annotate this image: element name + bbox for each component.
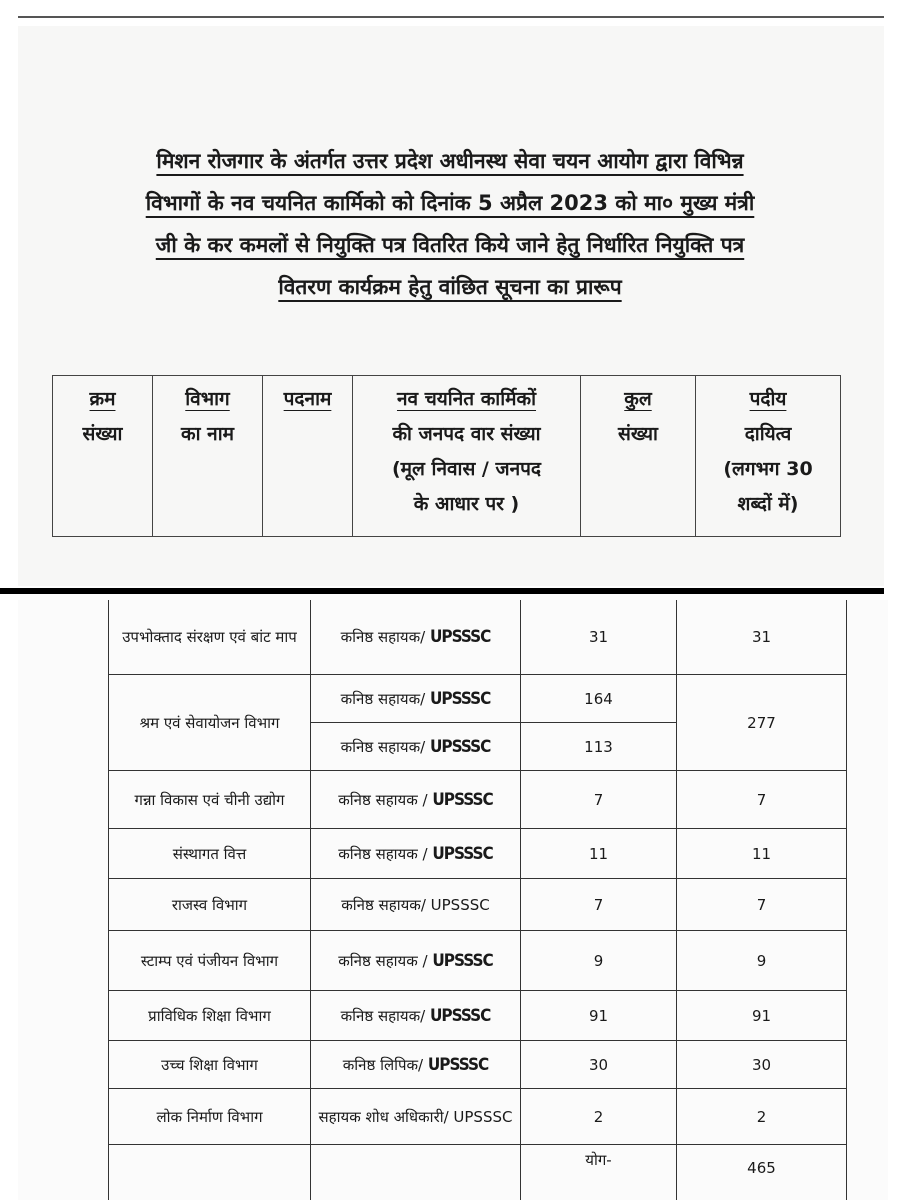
top-border-line — [18, 16, 884, 18]
total-cell: 31 — [677, 600, 847, 675]
count-cell: 91 — [521, 991, 677, 1041]
header-district-wise-count: नव चयनित कार्मिकों की जनपद वार संख्या (मूल निवास / जनपद के आधार पर ) — [353, 376, 581, 537]
count-cell: 11 — [521, 829, 677, 879]
post-cell: कनिष्ठ सहायक / UPSSSC — [311, 931, 521, 991]
total-cell: 30 — [677, 1041, 847, 1089]
post-cell: सहायक शोध अधिकारी/ UPSSSC — [311, 1089, 521, 1145]
total-cell: 7 — [677, 879, 847, 931]
count-cell: 113 — [521, 723, 677, 771]
total-cell: 11 — [677, 829, 847, 879]
table-row — [109, 931, 847, 991]
appointment-data-table — [108, 600, 847, 1200]
post-cell: कनिष्ठ सहायक/ UPSSSC — [311, 879, 521, 931]
header-designation: पदनाम — [263, 376, 353, 537]
post-cell: कनिष्ठ सहायक / UPSSSC — [311, 771, 521, 829]
header-serial-no: क्रम संख्या — [53, 376, 153, 537]
table-row — [109, 1089, 847, 1145]
heading-line: जी के कर कमलों से नियुक्ति पत्र वितरित किये जाने हेतु निर्धारित नियुक्ति पत्र — [155, 233, 745, 257]
department-cell: गन्ना विकास एवं चीनी उद्योग — [109, 771, 311, 829]
count-cell: 31 — [521, 600, 677, 675]
heading-line: मिशन रोजगार के अंतर्गत उत्तर प्रदेश अधीनस्थ सेवा चयन आयोग द्वारा विभिन्न — [156, 149, 744, 173]
empty-cell — [109, 1145, 311, 1200]
total-cell: 7 — [677, 771, 847, 829]
table-row — [109, 829, 847, 879]
header-department-name: विभाग का नाम — [153, 376, 263, 537]
empty-cell — [311, 1145, 521, 1200]
count-cell: 7 — [521, 879, 677, 931]
data-table-page — [18, 600, 888, 1200]
table-row — [109, 991, 847, 1041]
department-cell: प्राविधिक शिक्षा विभाग — [109, 991, 311, 1041]
count-cell: 30 — [521, 1041, 677, 1089]
count-cell: 7 — [521, 771, 677, 829]
header-total-count: कुल संख्या — [581, 376, 696, 537]
department-cell: राजस्व विभाग — [109, 879, 311, 931]
post-cell: कनिष्ठ सहायक / UPSSSC — [311, 829, 521, 879]
post-cell: कनिष्ठ सहायक/ UPSSSC — [311, 723, 521, 771]
total-cell: 91 — [677, 991, 847, 1041]
table-row — [109, 1041, 847, 1089]
department-cell: श्रम एवं सेवायोजन विभाग — [109, 675, 311, 771]
post-cell: कनिष्ठ सहायक/ UPSSSC — [311, 991, 521, 1041]
table-row — [109, 879, 847, 931]
format-header-table — [52, 375, 841, 537]
table-row — [109, 771, 847, 829]
total-cell: 2 — [677, 1089, 847, 1145]
department-cell: स्टाम्प एवं पंजीयन विभाग — [109, 931, 311, 991]
count-cell: 164 — [521, 675, 677, 723]
table-row — [109, 675, 847, 723]
document-heading — [40, 140, 860, 308]
section-divider — [0, 588, 884, 594]
department-cell: लोक निर्माण विभाग — [109, 1089, 311, 1145]
table-row — [109, 600, 847, 675]
count-cell: 9 — [521, 931, 677, 991]
department-cell: उच्च शिक्षा विभाग — [109, 1041, 311, 1089]
post-cell: कनिष्ठ सहायक/ UPSSSC — [311, 675, 521, 723]
count-cell: 2 — [521, 1089, 677, 1145]
total-cell: 9 — [677, 931, 847, 991]
header-duties: पदीय दायित्व (लगभग 30 शब्दों में) — [696, 376, 841, 537]
total-cell: 277 — [677, 675, 847, 771]
post-cell: कनिष्ठ सहायक/ UPSSSC — [311, 600, 521, 675]
department-cell: उपभोक्ताद संरक्षण एवं बांट माप — [109, 600, 311, 675]
table-row-total — [109, 1145, 847, 1200]
heading-line: विभागों के नव चयनित कार्मिको को दिनांक 5 अप्रैल 2023 को मा० मुख्य मंत्री — [145, 191, 755, 215]
department-cell: संस्थागत वित्त — [109, 829, 311, 879]
heading-line: वितरण कार्यक्रम हेतु वांछित सूचना का प्रारूप — [278, 275, 622, 299]
post-cell: कनिष्ठ लिपिक/ UPSSSC — [311, 1041, 521, 1089]
total-label: योग- — [521, 1145, 677, 1200]
grand-total: 465 — [677, 1145, 847, 1200]
